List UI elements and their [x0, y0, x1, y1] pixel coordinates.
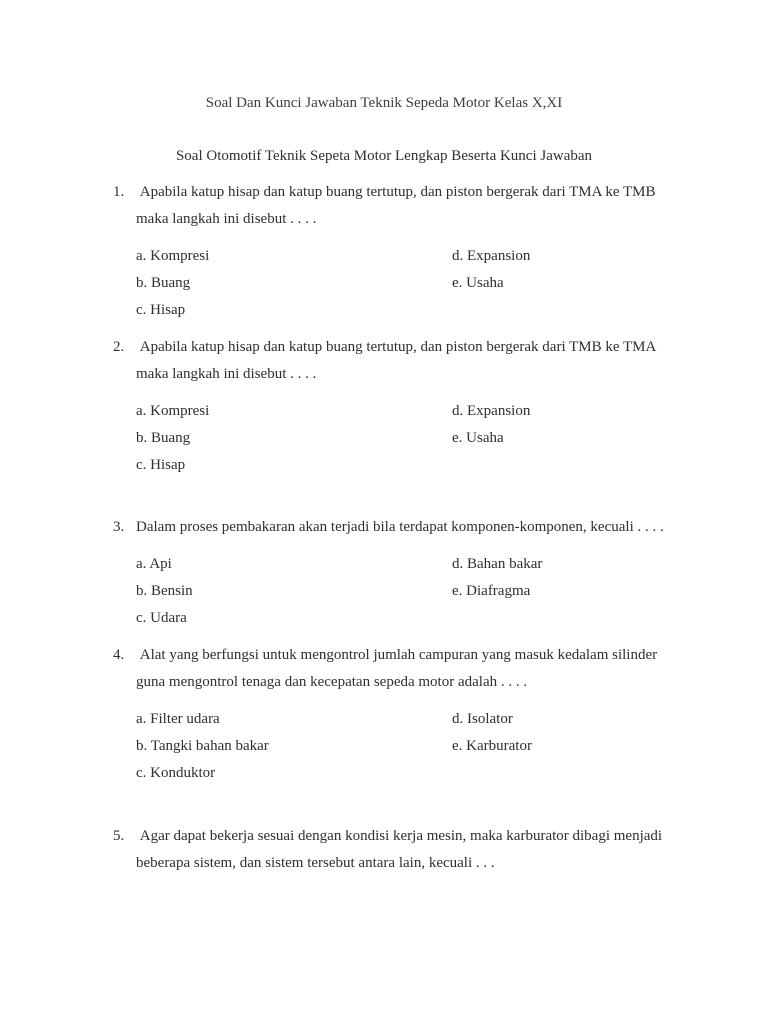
- question-4: [113, 642, 683, 787]
- question-text: Apabila katup hisap dan katup buang tertutup, dan piston bergerak dari TMB ke TMA maka langkah ini disebut . . . .: [136, 339, 656, 382]
- question-number: 4.: [113, 647, 125, 663]
- document-title: Soal Dan Kunci Jawaban Teknik Sepeda Motor Kelas X,XI: [205, 95, 563, 111]
- question-2: [113, 334, 683, 479]
- answer-options: [113, 398, 683, 479]
- option-a: a. Kompresi: [136, 248, 210, 264]
- option-d: d. Expansion: [452, 403, 531, 419]
- option-e: e. Usaha: [452, 430, 504, 446]
- question-stem: [113, 334, 683, 388]
- option-c: c. Konduktor: [136, 765, 216, 781]
- option-e: e. Usaha: [452, 275, 504, 291]
- option-e: e. Karburator: [452, 738, 532, 754]
- option-c: c. Udara: [136, 610, 187, 626]
- document-subtitle: Soal Otomotif Teknik Sepeta Motor Lengkap Beserta Kunci Jawaban: [175, 148, 593, 164]
- question-number: 2.: [113, 339, 125, 355]
- answer-options: [113, 551, 683, 632]
- option-a: a. Kompresi: [136, 403, 210, 419]
- option-c: c. Hisap: [136, 302, 186, 318]
- option-c: c. Hisap: [136, 457, 186, 473]
- answer-options: [113, 706, 683, 787]
- question-number: 1.: [113, 184, 125, 200]
- option-b: b. Tangki bahan bakar: [136, 738, 269, 754]
- option-e: e. Diafragma: [452, 583, 531, 599]
- question-stem: [113, 179, 683, 233]
- question-5: [113, 823, 683, 877]
- option-b: b. Buang: [136, 430, 191, 446]
- answer-options: [113, 243, 683, 324]
- option-d: d. Isolator: [452, 711, 513, 727]
- option-b: b. Bensin: [136, 583, 193, 599]
- option-b: b. Buang: [136, 275, 191, 291]
- question-stem: [113, 642, 683, 696]
- question-number: 5.: [113, 828, 125, 844]
- question-number: 3.: [113, 519, 125, 535]
- question-text: Alat yang berfungsi untuk mengontrol jumlah campuran yang masuk kedalam silinder guna mengontrol tenaga dan kecepatan sepeda motor adalah . . . .: [136, 647, 658, 690]
- option-d: d. Expansion: [452, 248, 531, 264]
- option-d: d. Bahan bakar: [452, 556, 543, 572]
- option-a: a. Api: [136, 556, 172, 572]
- question-stem: [113, 823, 683, 877]
- question-text: Apabila katup hisap dan katup buang tertutup, dan piston bergerak dari TMA ke TMB maka langkah ini disebut . . . .: [136, 184, 656, 227]
- question-text: Dalam proses pembakaran akan terjadi bila terdapat komponen-komponen, kecuali . . . .: [136, 519, 664, 535]
- question-3: [113, 514, 683, 632]
- question-1: [113, 179, 683, 324]
- question-text: Agar dapat bekerja sesuai dengan kondisi kerja mesin, maka karburator dibagi menjadi beberapa sistem, dan sistem tersebut antara lain, kecuali . . .: [136, 828, 663, 871]
- question-stem: [113, 514, 683, 541]
- option-a: a. Filter udara: [136, 711, 220, 727]
